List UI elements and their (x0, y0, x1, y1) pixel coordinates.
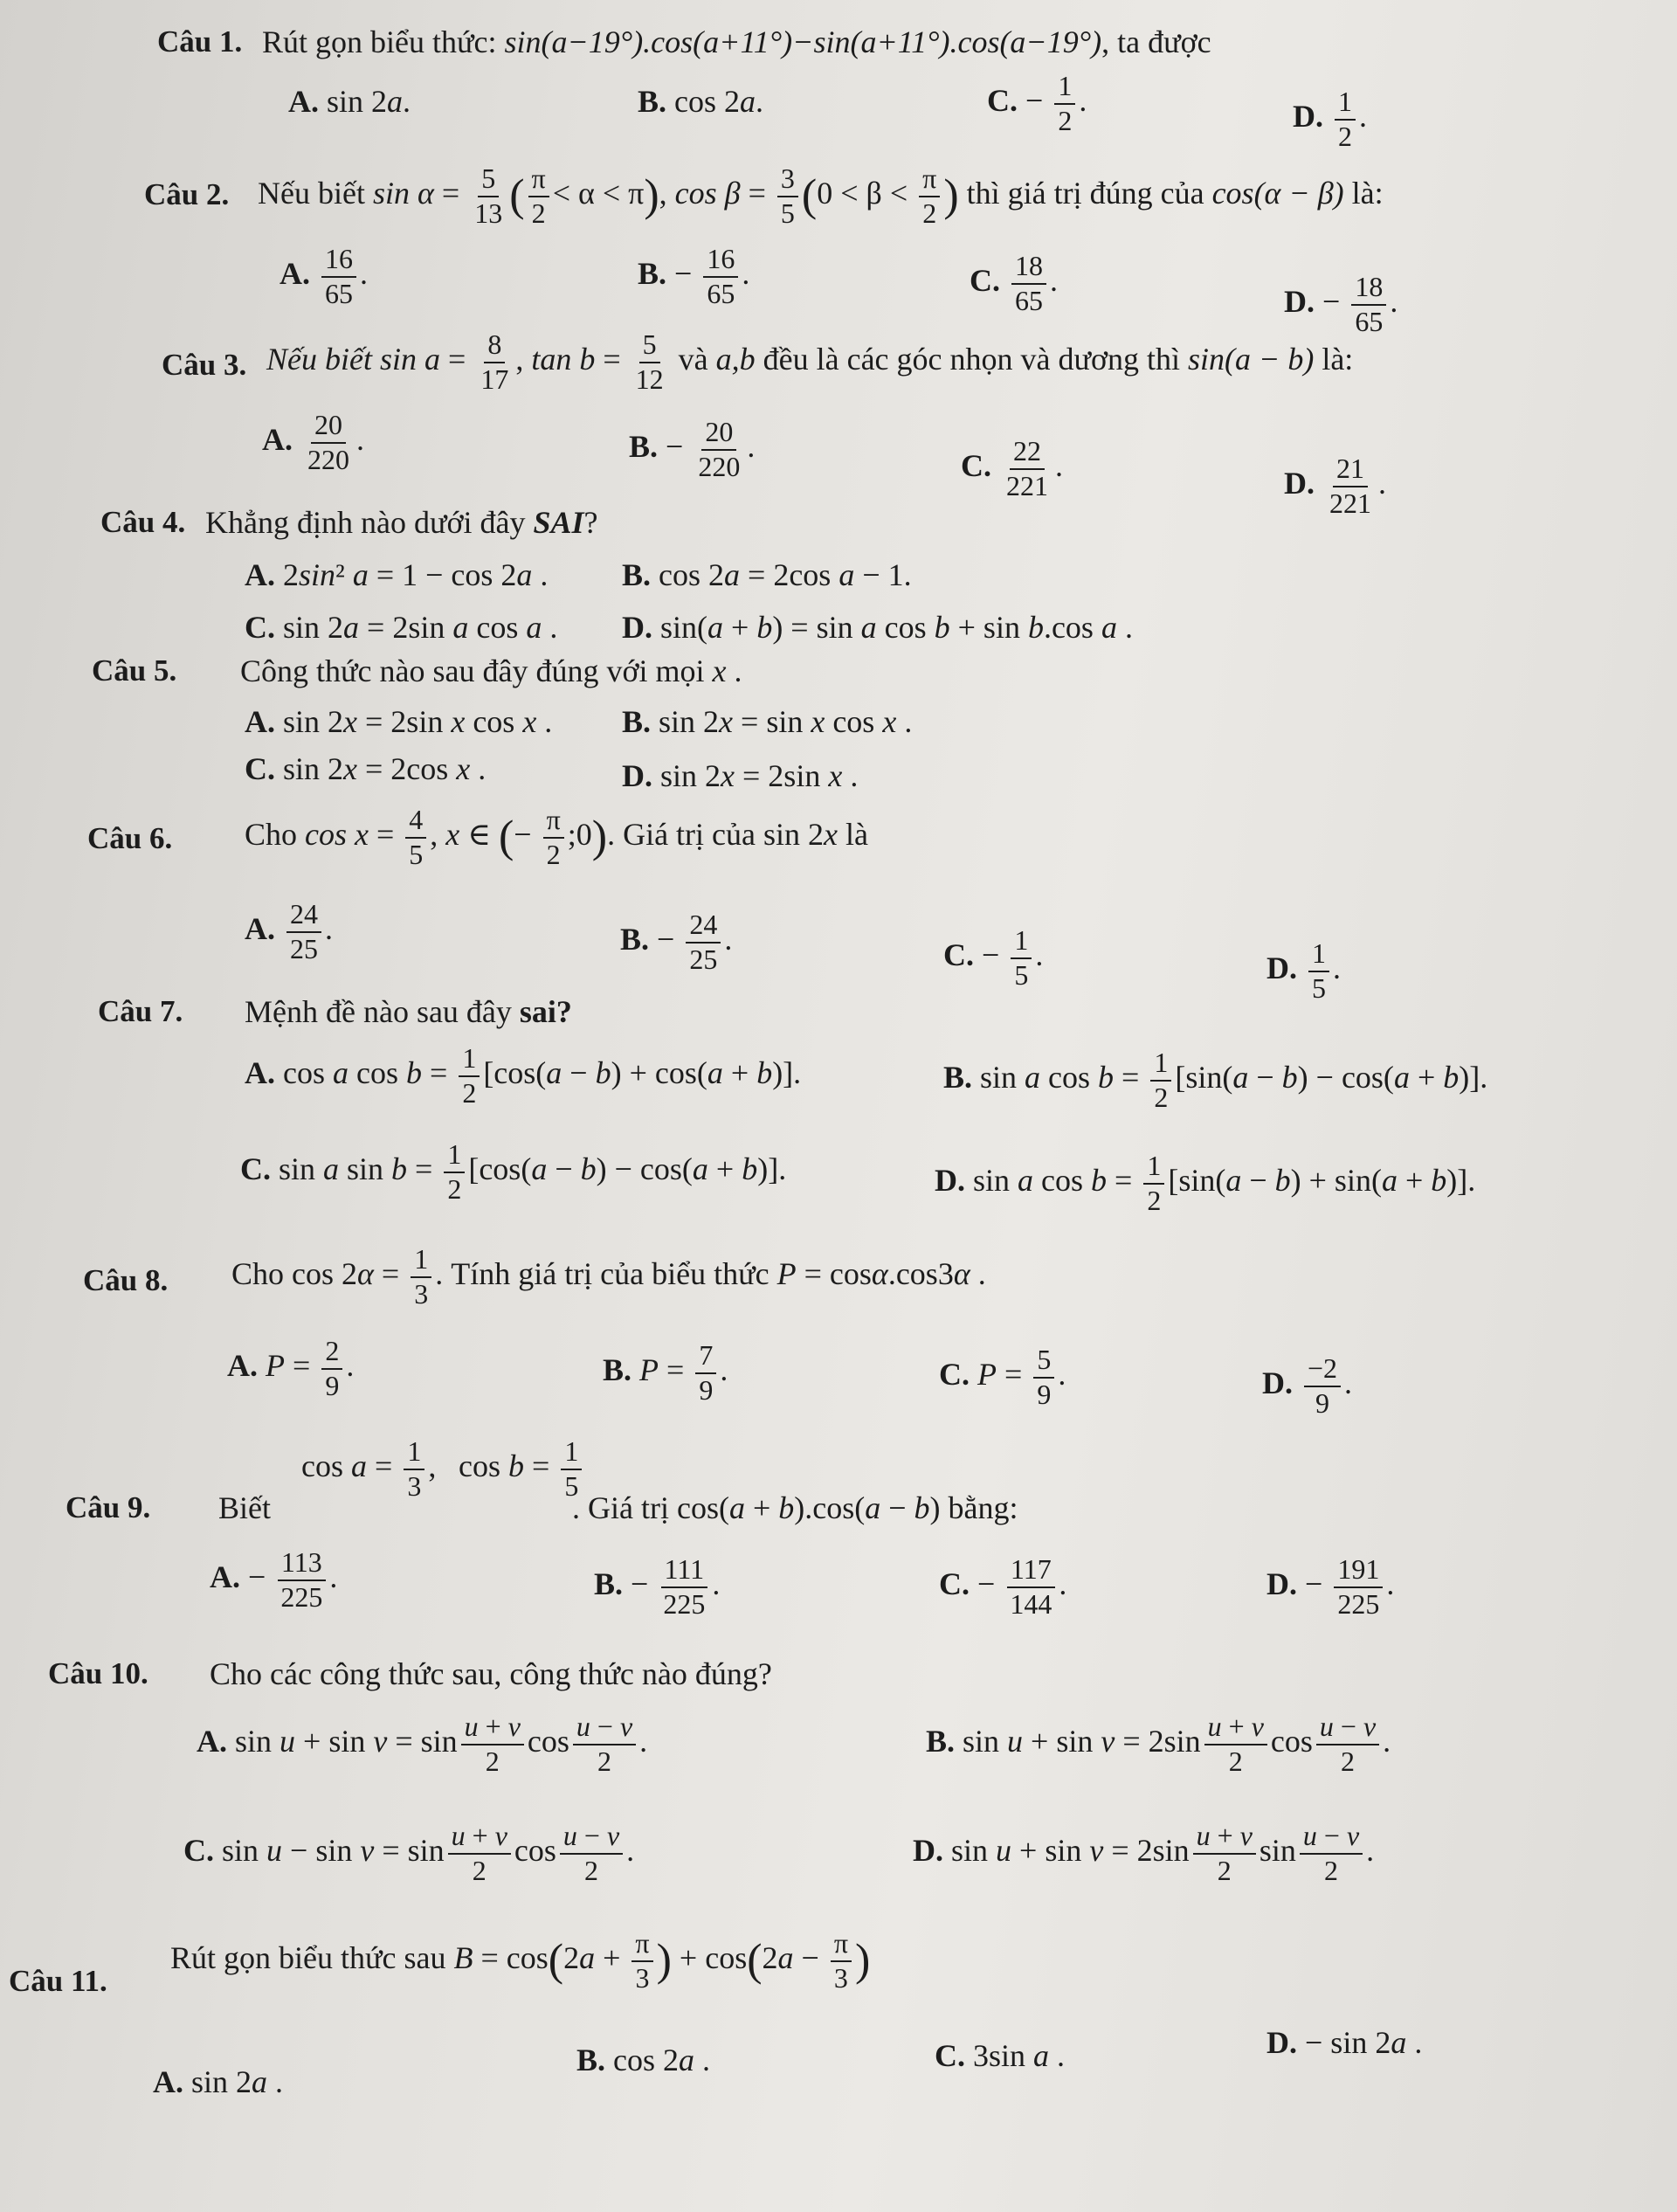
option-b[interactable]: B. − $\frac{111}{225}$ . (594, 1553, 721, 1620)
question-label: Câu 10. (48, 1656, 148, 1690)
question-text: Rút gọn biểu thức sau B = cos(2a + $\frac{\pi}{3}$ ) + cos(2a − $\frac{\pi}{3}$ ) (170, 1927, 871, 1994)
option-a[interactable]: A. sin 2a. (288, 84, 411, 119)
option-d[interactable]: D. $\frac{21}{221}$ . (1284, 453, 1386, 519)
option-c[interactable]: C. P = $\frac{5}{9}$ . (939, 1344, 1066, 1410)
option-b[interactable]: B. sin u + sin v = 2sin $\frac{u + v}{2}$ cos $\frac{u - v}{2}$ . (926, 1711, 1391, 1777)
question-label: Câu 5. (92, 653, 177, 688)
option-d[interactable]: D. sin a cos b = $\frac{1}{2}$ [sin(a − b) + sin(a + b)]. (935, 1150, 1476, 1216)
option-b[interactable]: B. − $\frac{24}{25}$ . (620, 909, 733, 975)
option-a[interactable]: A. sin u + sin v = sin $\frac{u + v}{2}$ cos $\frac{u - v}{2}$ . (197, 1711, 648, 1777)
question-text: Cho cos x = $\frac{4}{5}$ , x ∈ (− $\frac{\pi}{2}$ ;0). Giá trị của sin 2x là (245, 804, 868, 870)
option-d[interactable]: D. $\frac{1}{5}$ . (1266, 937, 1341, 1004)
given-cos-b: cos b = $\frac{1}{5}$ (459, 1437, 585, 1501)
option-b[interactable]: B. − $\frac{20}{220}$ . (629, 416, 756, 482)
option-b[interactable]: B. − $\frac{16}{65}$ . (638, 243, 750, 309)
option-c[interactable]: C. $\frac{22}{221}$ . (961, 435, 1063, 501)
option-d[interactable]: D. − $\frac{191}{225}$ . (1266, 1553, 1395, 1620)
option-b[interactable]: B. P = $\frac{7}{9}$ . (603, 1339, 728, 1406)
question-label: Câu 4. (100, 505, 186, 539)
option-d[interactable]: D. − sin 2a . (1266, 2025, 1423, 2060)
question-text: Khẳng định nào dưới đây SAI? (205, 505, 598, 540)
given-cos-a: cos a = $\frac{1}{3}$ , (301, 1435, 437, 1502)
question-label: Câu 9. (66, 1490, 151, 1524)
option-c[interactable]: C. sin 2x = 2cos x . (245, 751, 487, 786)
question-text: Cho các công thức sau, công thức nào đúng? (210, 1656, 772, 1691)
question-text: Công thức nào sau đây đúng với mọi x . (240, 653, 742, 688)
option-c[interactable]: C. sin a sin b = $\frac{1}{2}$ [cos(a − b) − cos(a + b)]. (240, 1138, 787, 1205)
option-a[interactable]: A. $\frac{24}{25}$ . (245, 898, 333, 964)
option-b[interactable]: B. sin a cos b = $\frac{1}{2}$ [sin(a − b) − cos(a + b)]. (943, 1047, 1488, 1113)
option-b[interactable]: B. cos 2a . (576, 2043, 711, 2077)
question-text: Nếu biết sin α = $\frac{5}{13}$ ( $\frac{\pi}{2}$ < α < π), cos β = $\frac{3}{5}$ (0 < β < $\frac{\pi}{2}$ ) thì giá trị đúng của cos(α − β) là: (258, 162, 1384, 229)
option-b[interactable]: B. sin 2x = sin x cos x . (622, 704, 913, 739)
option-d[interactable]: D. $\frac{1}{2}$ . (1293, 86, 1367, 152)
option-a[interactable]: A. $\frac{20}{220}$ . (262, 409, 364, 475)
option-d[interactable]: D. $\frac{-2}{9}$ . (1262, 1352, 1353, 1419)
option-d[interactable]: D. sin u + sin v = 2sin $\frac{u + v}{2}$ sin $\frac{u - v}{2}$ . (913, 1820, 1375, 1886)
question-label: Câu 11. (9, 1964, 107, 1998)
option-b[interactable]: B. cos 2a. (638, 84, 764, 119)
option-c[interactable]: C. − $\frac{1}{2}$ . (987, 70, 1087, 136)
option-c[interactable]: C. $\frac{18}{65}$ . (970, 250, 1058, 316)
question-text-prefix: Biết (218, 1490, 271, 1525)
question-text: Rút gọn biểu thức: sin(a−19°).cos(a+11°)−sin(a+11°).cos(a−19°), ta được (262, 24, 1211, 59)
option-c[interactable]: C. sin 2a = 2sin a cos a . (245, 610, 558, 645)
question-label: Câu 3. (162, 348, 247, 382)
question-label: Câu 7. (98, 994, 183, 1028)
question-text: Mệnh đề nào sau đây sai? (245, 994, 572, 1029)
option-a[interactable]: A. P = $\frac{2}{9}$ . (227, 1335, 355, 1401)
option-a[interactable]: A. − $\frac{113}{225}$ . (210, 1546, 338, 1613)
option-b[interactable]: B. cos 2a = 2cos a − 1. (622, 557, 912, 592)
option-a[interactable]: A. sin 2x = 2sin x cos x . (245, 704, 553, 739)
question-text: . Giá trị cos(a + b).cos(a − b) bằng: (572, 1490, 1018, 1525)
option-a[interactable]: A. $\frac{16}{65}$ . (280, 243, 368, 309)
question-label: Câu 1. (157, 24, 243, 59)
option-c[interactable]: C. 3sin a . (935, 2038, 1066, 2073)
question-text: Nếu biết sin a = $\frac{8}{17}$ , tan b = $\frac{5}{12}$ và a,b đều là các góc nhọn và dương thì sin(a − b) là: (266, 328, 1354, 395)
question-label: Câu 6. (87, 821, 173, 855)
question-label: Câu 8. (83, 1263, 169, 1297)
question-text: Cho cos 2α = $\frac{1}{3}$ . Tính giá trị của biểu thức P = cosα.cos3α . (231, 1243, 986, 1310)
option-a[interactable]: A. 2sin² a = 1 − cos 2a . (245, 557, 549, 592)
option-a[interactable]: A. sin 2a . (153, 2064, 284, 2099)
question-label: Câu 2. (144, 177, 230, 211)
option-a[interactable]: A. cos a cos b = $\frac{1}{2}$ [cos(a − b) + cos(a + b)]. (245, 1042, 802, 1109)
option-d[interactable]: D. sin(a + b) = sin a cos b + sin b.cos a . (622, 610, 1133, 645)
option-c[interactable]: C. − $\frac{117}{144}$ . (939, 1553, 1067, 1620)
option-c[interactable]: C. − $\frac{1}{5}$ . (943, 924, 1044, 991)
option-c[interactable]: C. sin u − sin v = sin $\frac{u + v}{2}$ cos $\frac{u - v}{2}$ . (183, 1820, 635, 1886)
option-d[interactable]: D. sin 2x = 2sin x . (622, 758, 859, 793)
option-d[interactable]: D. − $\frac{18}{65}$ . (1284, 271, 1398, 337)
